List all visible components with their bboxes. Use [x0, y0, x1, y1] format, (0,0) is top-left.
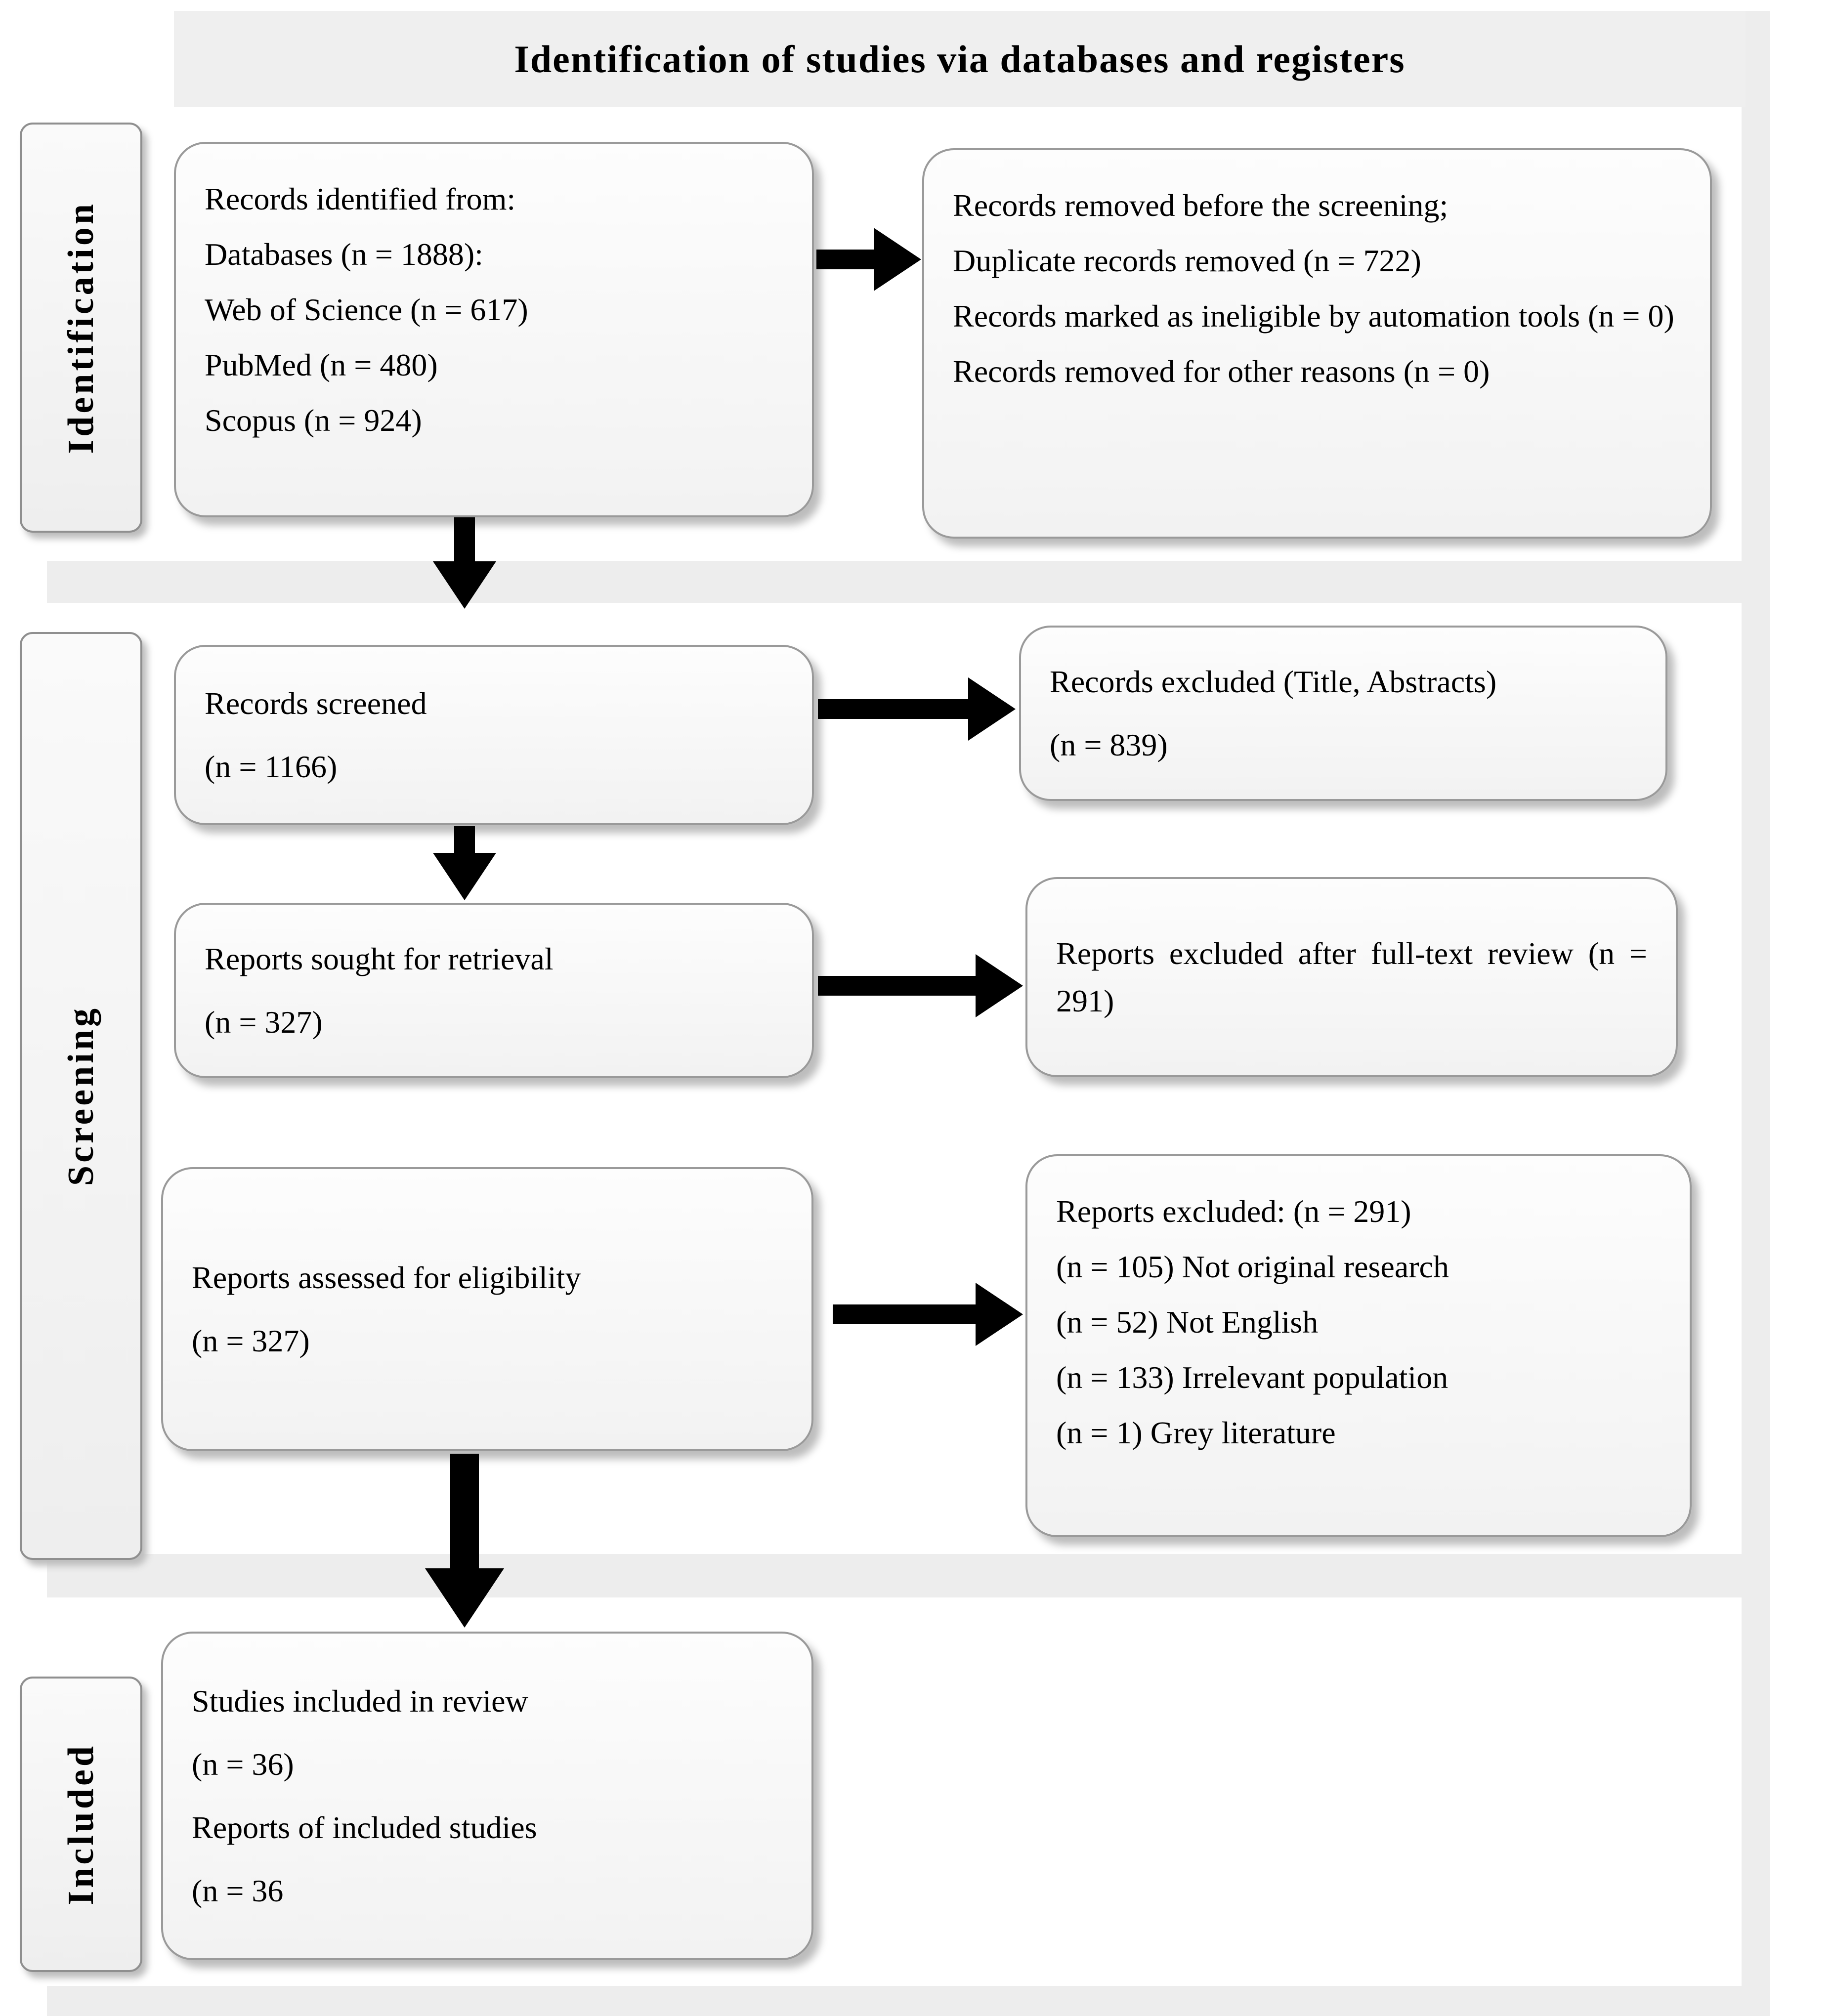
text-line: (n = 327) [192, 1323, 310, 1358]
text-line: Records removed for other reasons (n = 0) [953, 354, 1490, 389]
stage-screening [20, 632, 142, 1560]
text-line: Records marked as ineligible by automation tools (n = 0) [953, 298, 1674, 334]
background-band-right [1742, 11, 1770, 2016]
text-line: Reports of included studies [192, 1809, 537, 1845]
flow-arrow-right-3-icon [818, 954, 1023, 1018]
flow-arrow-right-1-icon [816, 227, 921, 292]
reports-excluded-reasons-box [1025, 1154, 1692, 1537]
arrow-shaft [833, 1304, 976, 1324]
text-line: PubMed (n = 480) [205, 347, 438, 382]
text-line: (n = 133) Irrelevant population [1056, 1360, 1449, 1395]
records-identified-box [174, 142, 814, 517]
arrow-head [425, 1568, 504, 1628]
text-line: Records screened [205, 685, 427, 721]
text-line: Records identified from: [205, 181, 516, 216]
arrow-head [968, 677, 1016, 741]
arrow-shaft [450, 1454, 479, 1568]
text-line: Studies included in review [192, 1683, 528, 1719]
text-line: Databases (n = 1888): [205, 237, 483, 272]
stage-identification-label: Identification [60, 201, 101, 454]
arrow-shaft [454, 517, 475, 561]
arrow-head [433, 561, 496, 609]
arrow-shaft [454, 826, 475, 853]
studies-included-box [161, 1632, 813, 1960]
text-line: Reports excluded after full-text review (n = 291) [1056, 935, 1647, 1018]
stage-included-label: Included [60, 1743, 101, 1905]
text-line: (n = 52) Not English [1056, 1304, 1319, 1340]
stage-screening-label: Screening [60, 1006, 101, 1186]
flow-arrow-right-4-icon [833, 1282, 1023, 1346]
reports-sought-box [174, 903, 814, 1078]
text-line: Reports sought for retrieval [205, 941, 554, 976]
reports-assessed-box [161, 1167, 813, 1451]
arrow-head [976, 954, 1023, 1017]
flow-arrow-down-2-icon [432, 826, 497, 900]
arrow-head [874, 228, 921, 291]
background-band [47, 561, 1743, 603]
records-removed-box [922, 148, 1712, 539]
text-line: Scopus (n = 924) [205, 403, 422, 438]
text-line: Records excluded (Title, Abstracts) [1050, 664, 1497, 699]
flow-arrow-down-3-icon [425, 1454, 504, 1628]
text-line: (n = 105) Not original research [1056, 1249, 1449, 1284]
flow-arrow-down-1-icon [432, 517, 497, 609]
text-line: Duplicate records removed (n = 722) [953, 243, 1421, 278]
records-excluded-box [1019, 626, 1667, 801]
records-screened-box [174, 645, 814, 825]
arrow-shaft [818, 976, 976, 996]
stage-identification [20, 123, 142, 533]
title-band [174, 11, 1746, 107]
text-line: Web of Science (n = 617) [205, 292, 528, 327]
arrow-head [976, 1283, 1023, 1346]
diagram-title: Identification of studies via databases and registers [514, 37, 1406, 81]
arrow-head [433, 853, 496, 900]
stage-included [20, 1677, 142, 1972]
text-line: (n = 36) [192, 1746, 294, 1782]
text-line: Reports assessed for eligibility [192, 1260, 581, 1295]
text-line: Reports excluded: (n = 291) [1056, 1194, 1411, 1229]
reports-excluded-fulltext-box [1025, 877, 1678, 1077]
flow-arrow-right-2-icon [818, 677, 1016, 741]
text-line: (n = 1) Grey literature [1056, 1415, 1336, 1450]
arrow-shaft [818, 699, 968, 719]
background-band [47, 1986, 1743, 2016]
background-band [47, 1554, 1743, 1597]
arrow-shaft [816, 250, 874, 269]
text-line: (n = 36 [192, 1873, 284, 1908]
text-line: (n = 839) [1050, 727, 1168, 762]
text-line: (n = 327) [205, 1004, 323, 1040]
text-line: Records removed before the screening; [953, 188, 1449, 223]
text-line: (n = 1166) [205, 749, 338, 784]
